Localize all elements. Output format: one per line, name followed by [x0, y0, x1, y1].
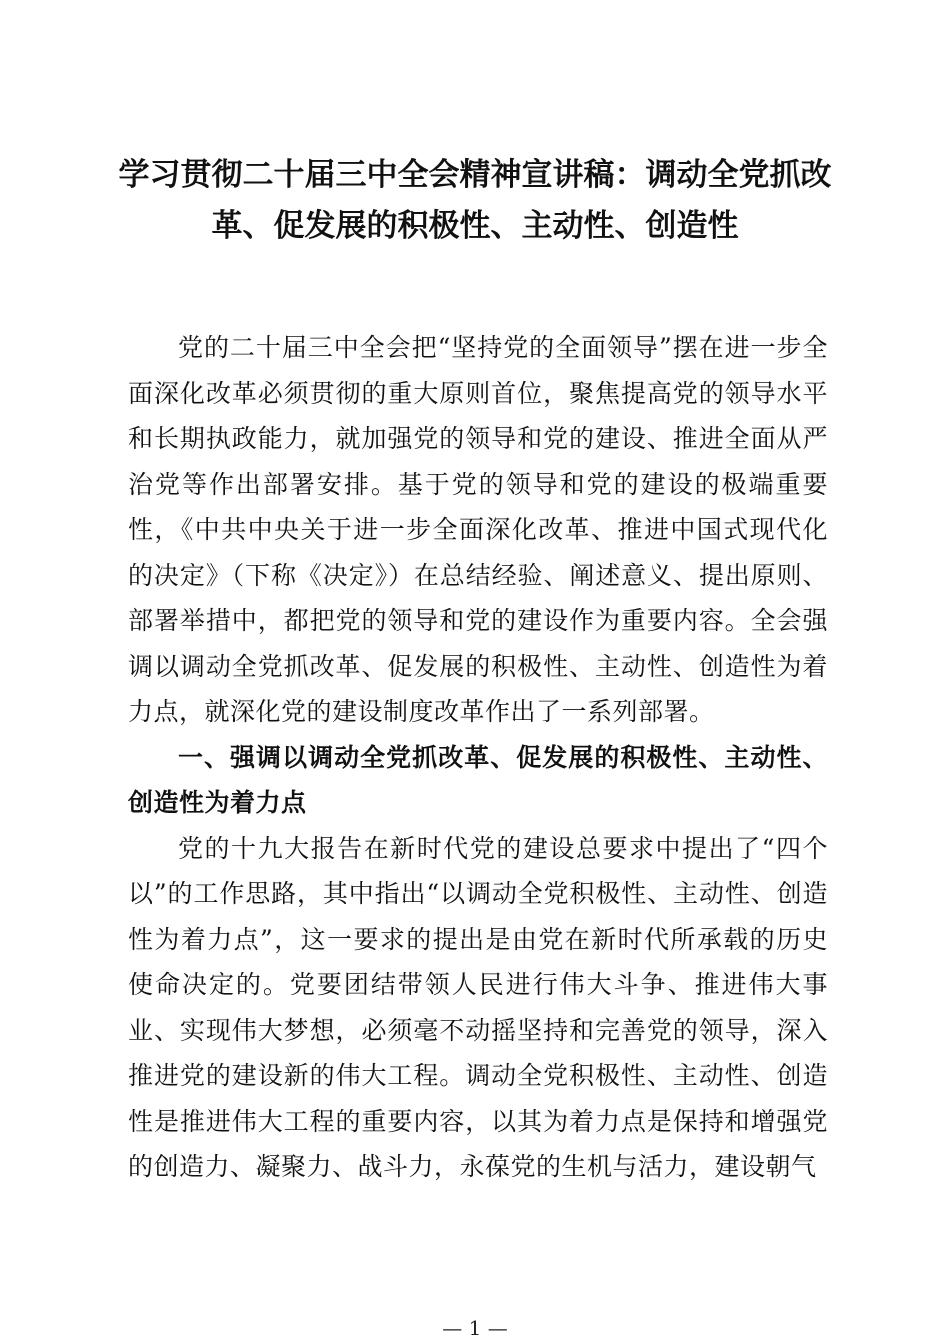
section-heading-1: 一、强调以调动全党抓改革、促发展的积极性、主动性、创造性为着力点 [128, 742, 828, 817]
page-number: — 1 — [442, 1316, 508, 1340]
paragraph-intro: 党的二十届三中全会把“坚持党的全面领导”摆在进一步全面深化改革必须贯彻的重大原则首位，聚焦提高党的领导水平和长期执政能力，就加强党的领导和党的建设、推进全面从严治党等作出部署安排。基于党的领导和党的建设的极端重要性，《中共中央关于进一步全面深化改革、推进中国式现代化的决定》（下称《决定》）在总结经验、阐述意义、提出原则、部署举措中，都把党的领导和党的建设作为重要内容。全会强调以调动全党抓改革、促发展的积极性、主动性、创造性为着力点，就深化党的建设制度改革作出了一系列部署。 [128, 333, 828, 726]
paragraph-section-1: 党的十九大报告在新时代党的建设总要求中提出了“四个以”的工作思路，其中指出“以调动全党积极性、主动性、创造性为着力点”，这一要求的提出是由党在新时代所承载的历史使命决定的。党要团结带领人民进行伟大斗争、推进伟大事业、实现伟大梦想，必须毫不动摇坚持和完善党的领导，深入推进党的建设新的伟大工程。调动全党积极性、主动性、创造性是推进伟大工程的重要内容，以其为着力点是保持和增强党的创造力、凝聚力、战斗力，永葆党的生机与活力，建设朝气 [128, 833, 828, 1181]
document-body [128, 325, 828, 1190]
document-title: 学习贯彻二十届三中全会精神宣讲稿：调动全党抓改革、促发展的积极性、主动性、创造性 [118, 157, 832, 244]
